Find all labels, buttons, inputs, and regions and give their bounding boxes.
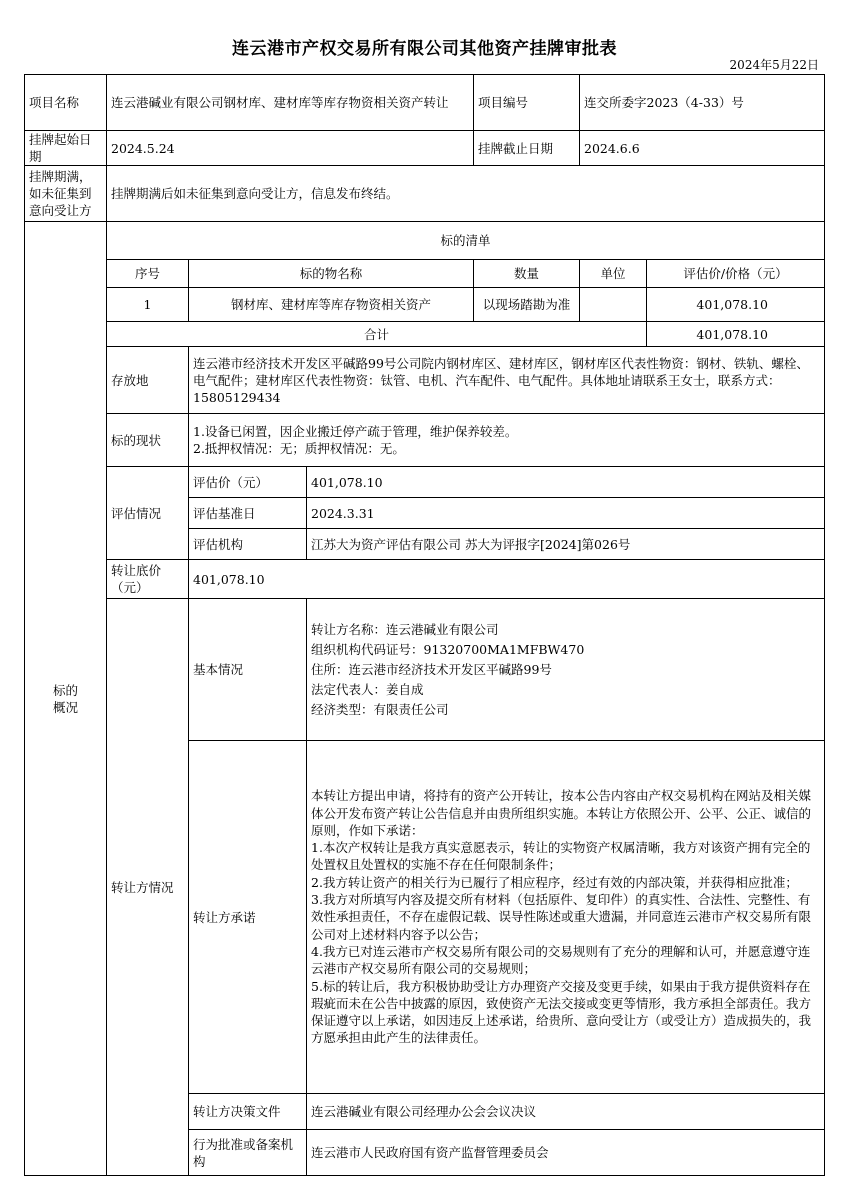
project-number-value: 连交所委字2023（4-33）号: [579, 74, 825, 131]
status-line: 1.设备已闲置，因企业搬迁停产疏于管理，维护保养较差。: [193, 424, 518, 439]
listing-end-label: 挂牌截止日期: [473, 130, 580, 166]
basic-info-line: 转让方名称：连云港碱业有限公司: [311, 621, 499, 637]
evaluation-label: 评估情况: [106, 466, 189, 560]
eval-org-label: 评估机构: [188, 528, 307, 560]
decision-doc-value: 连云港碱业有限公司经理办公会会议决议: [306, 1093, 825, 1130]
reserve-price-value: 401,078.10: [188, 559, 825, 599]
transferor-label: 转让方情况: [106, 598, 189, 1176]
basic-info-line: 经济类型：有限责任公司: [311, 701, 449, 717]
eval-price-value: 401,078.10: [306, 466, 825, 498]
commitment-label: 转让方承诺: [188, 740, 307, 1094]
listing-expiry-value: 挂牌期满后如未征集到意向受让方，信息发布终结。: [106, 165, 825, 222]
table-row-unit: [579, 287, 647, 322]
basic-info-line: 法定代表人：姜自成: [311, 681, 424, 697]
total-label: 合计: [106, 321, 647, 347]
basic-info-value: [306, 598, 825, 741]
table-row-no: 1: [106, 287, 189, 322]
storage-label: 存放地: [106, 346, 189, 414]
table-row-price: 401,078.10: [646, 287, 825, 322]
eval-date-label: 评估基准日: [188, 497, 307, 529]
listing-end-value: 2024.6.6: [579, 130, 825, 166]
column-header-no: 序号: [106, 259, 189, 288]
column-header-unit: 单位: [579, 259, 647, 288]
page-title: 连云港市产权交易所有限公司其他资产挂牌审批表: [232, 39, 617, 59]
approval-org-label: 行为批准或备案机构: [188, 1129, 307, 1176]
column-header-price: 评估价/价格（元）: [646, 259, 825, 288]
overview-section-label: 标的 概况: [24, 221, 107, 1176]
status-label: 标的现状: [106, 413, 189, 467]
basic-info-label: 基本情况: [188, 598, 307, 741]
listing-start-value: 2024.5.24: [106, 130, 474, 166]
commitment-value: 本转让方提出申请，将持有的资产公开转让，按本公告内容由产权交易机构在网站及相关媒体公开发布资产转让公告信息并由贵所组织实施。本转让方依照公开、公平、公正、诚信的原则，作如下承诺： 1.本次产权转让是我方真实意愿表示，转让的实物资产权属清晰，我方对该资产拥有完全的处置权且处置权的实施不存在任何限制条件； 2.我方转让资产的相关行为已履行了相应程序，经过有效的内部决策，并获得相应批准； 3.我方对所填写内容及提交所有材料（包括原件、复印件）的真实性、合法性、完整性、有效性承担责任，不存在虚假记载、误导性陈述或重大遗漏，并同意连云港市产权交易所有限公司对上述材料内容予以公告； 4.我方已对连云港市产权交易所有限公司的交易规则有了充分的理解和认可，并愿意遵守连云港市产权交易所有限公司的交易规则； 5.标的转让后，我方积极协助受让方办理资产交接及变更手续，如果由于我方提供资料存在瑕疵而未在公告中披露的原因，致使资产无法交接或变更等情形，我方承担全部责任。我方保证遵守以上承诺，如因违反上述承诺，给贵所、意向受让方（或受让方）造成损失的，我方愿承担由此产生的法律责任。: [306, 740, 825, 1094]
listing-start-label: 挂牌起始日期: [24, 130, 107, 166]
item-list-title: 标的清单: [106, 221, 825, 260]
document-date: 2024年5月22日: [729, 58, 819, 72]
basic-info-line: 住所：连云港市经济技术开发区平碱路99号: [311, 661, 552, 677]
table-row-name: 钢材库、建材库等库存物资相关资产: [188, 287, 474, 322]
eval-date-value: 2024.3.31: [306, 497, 825, 529]
status-line: 2.抵押权情况：无；质押权情况：无。: [193, 441, 405, 456]
column-header-qty: 数量: [473, 259, 580, 288]
storage-value: 连云港市经济技术开发区平碱路99号公司院内钢材库区、建材库区，钢材库区代表性物资：钢材、铁轨、螺栓、电气配件；建材库区代表性物资：钛管、电机、汽车配件、电气配件。具体地址请联系王女士，联系方式：15805129434: [188, 346, 825, 414]
listing-expiry-label: 挂牌期满，如未征集到意向受让方: [24, 165, 107, 222]
status-value: [188, 413, 825, 467]
project-name-label: 项目名称: [24, 74, 107, 131]
approval-org-value: 连云港市人民政府国有资产监督管理委员会: [306, 1129, 825, 1176]
column-header-name: 标的物名称: [188, 259, 474, 288]
project-name-value: 连云港碱业有限公司钢材库、建材库等库存物资相关资产转让: [106, 74, 474, 131]
reserve-price-label: 转让底价（元）: [106, 559, 189, 599]
table-row-qty: 以现场踏勘为准: [473, 287, 580, 322]
decision-doc-label: 转让方决策文件: [188, 1093, 307, 1130]
eval-price-label: 评估价（元）: [188, 466, 307, 498]
project-number-label: 项目编号: [473, 74, 580, 131]
eval-org-value: 江苏大为资产评估有限公司 苏大为评报字[2024]第026号: [306, 528, 825, 560]
basic-info-line: 组织机构代码证号：91320700MA1MFBW470: [311, 641, 585, 657]
total-value: 401,078.10: [646, 321, 825, 347]
